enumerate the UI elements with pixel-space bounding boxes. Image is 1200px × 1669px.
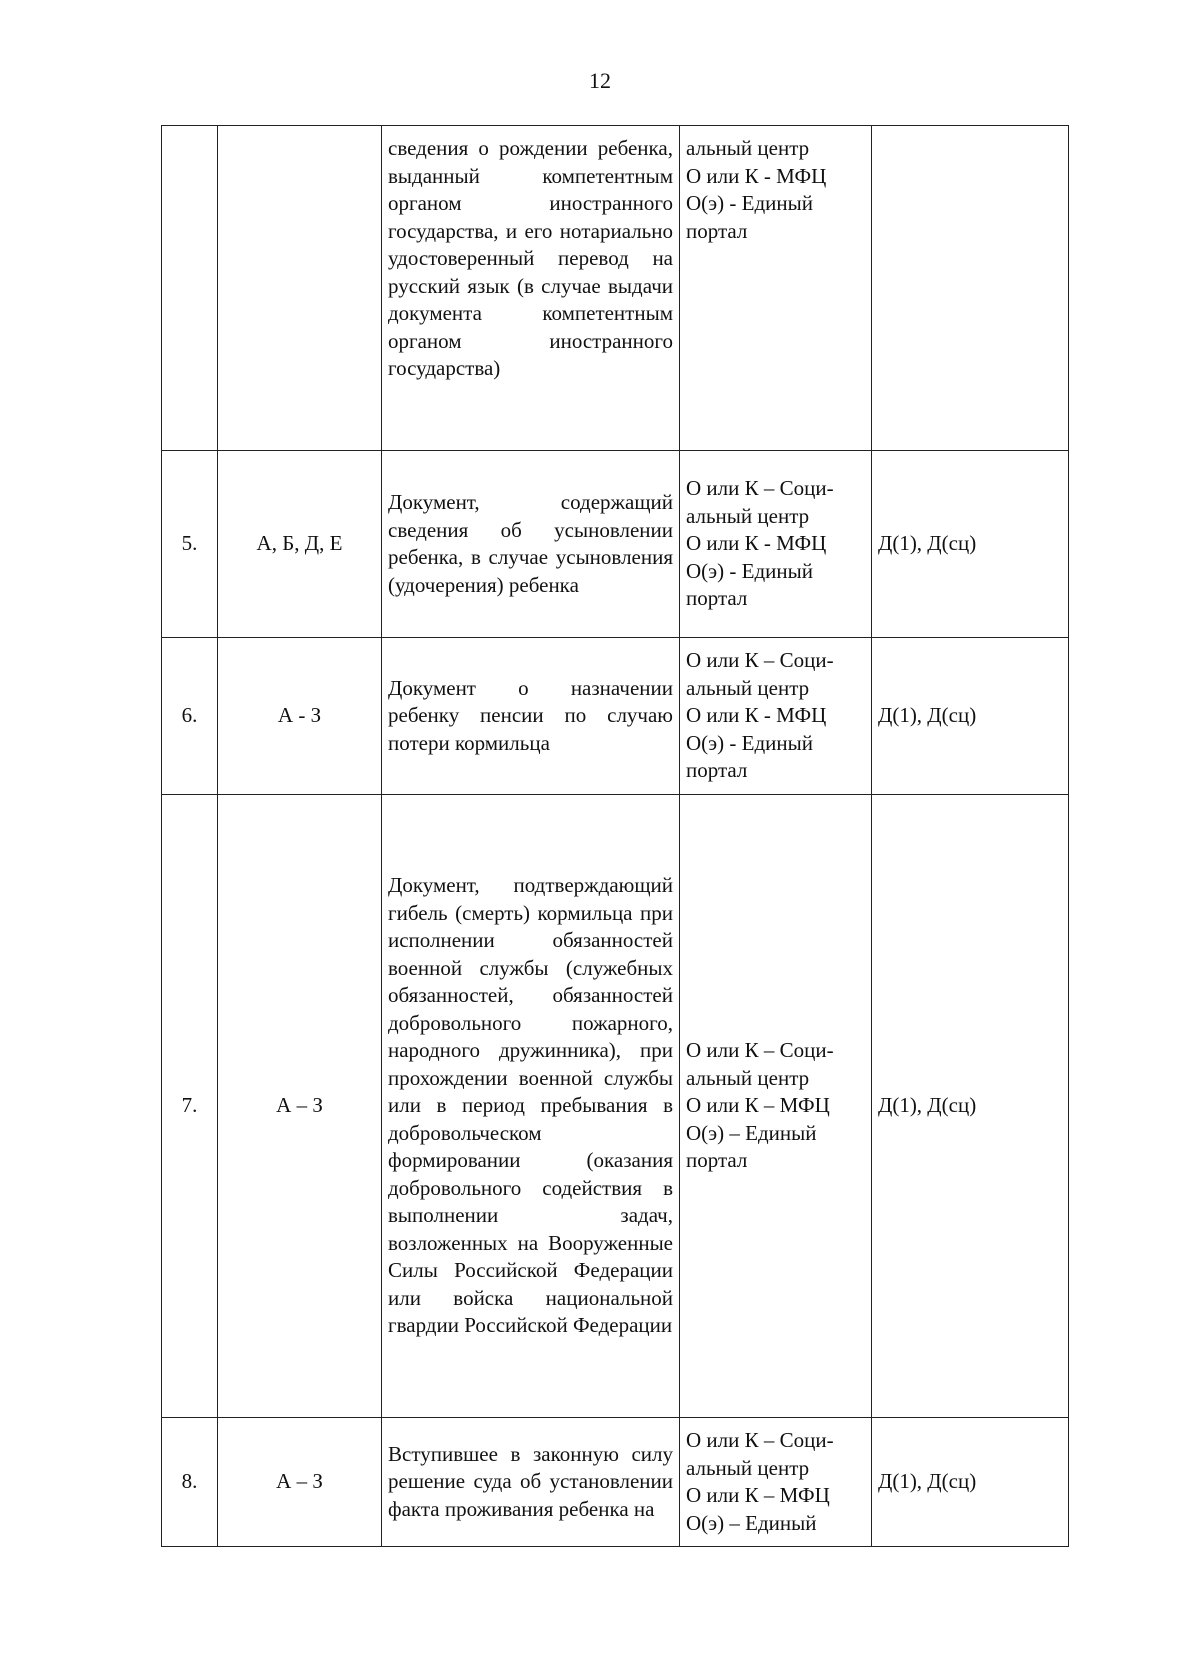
document-cell: Документ, подтверждающий гибель (смерть) кормильца при исполнении обязанностей военной службы (служебных обязанностей, обязанностей добровольного пожарного, народного дружинника), при прохождении военной службы или в период пребывания в добровольческом формировании (оказания добровольного содействия в выполнении задач, возложенных на Вооруженные Силы Российской Федерации или войска национальной гвардии Российской Федерации <box>382 795 680 1418</box>
source-line: О или К – Соци- <box>686 1038 834 1063</box>
row-number-cell <box>162 126 218 451</box>
source-line: альный центр <box>686 136 810 160</box>
row-number-cell: 7. <box>162 795 218 1418</box>
table-row <box>162 451 1069 638</box>
kind-cell: Д(1), Д(сц) <box>872 795 1069 1418</box>
document-cell: Вступившее в законную силу решение суда об установлении факта проживания ребенка на <box>382 1418 680 1547</box>
source-line: О(э) – Единый <box>686 1510 817 1535</box>
source-line: О(э) - Единый <box>686 558 813 583</box>
table-row <box>162 126 1069 451</box>
table-row <box>162 1418 1069 1547</box>
documents-table <box>161 125 1069 1547</box>
source-cell <box>680 1418 872 1547</box>
kind-cell: Д(1), Д(сц) <box>872 451 1069 638</box>
source-line: портал <box>686 1148 748 1173</box>
row-number-cell: 5. <box>162 451 218 638</box>
source-line: О или К – МФЦ <box>686 1483 830 1507</box>
row-number-cell: 8. <box>162 1418 218 1547</box>
kind-cell: Д(1), Д(сц) <box>872 638 1069 795</box>
table-row <box>162 638 1069 795</box>
kind-cell: Д(1), Д(сц) <box>872 1418 1069 1547</box>
row-number-cell: 6. <box>162 638 218 795</box>
source-line: альный центр <box>686 675 810 700</box>
categories-cell <box>218 126 382 451</box>
source-line: альный центр <box>686 503 810 528</box>
source-cell <box>680 795 872 1418</box>
source-line: О или К – Соци- <box>686 1428 834 1452</box>
source-cell <box>680 126 872 451</box>
categories-cell: А – З <box>218 795 382 1418</box>
source-line: О или К – Соци- <box>686 476 834 501</box>
source-line: альный центр <box>686 1455 810 1480</box>
source-line: портал <box>686 758 748 783</box>
source-line: О(э) - Единый <box>686 730 813 755</box>
source-line: О или К – МФЦ <box>686 1093 830 1118</box>
source-line: О(э) – Единый <box>686 1120 817 1145</box>
source-cell <box>680 638 872 795</box>
kind-cell <box>872 126 1069 451</box>
page-number: 12 <box>589 68 611 93</box>
source-line: портал <box>686 586 748 611</box>
categories-cell: А - З <box>218 638 382 795</box>
source-line: О или К – Соци- <box>686 648 834 673</box>
categories-cell: А – З <box>218 1418 382 1547</box>
source-line: О или К - МФЦ <box>686 703 827 728</box>
source-line: О или К - МФЦ <box>686 531 827 556</box>
source-line: портал <box>686 218 748 243</box>
document-cell: Документ о назначении ребенку пенсии по случаю потери кормильца <box>382 638 680 795</box>
source-cell <box>680 451 872 638</box>
categories-cell: А, Б, Д, Е <box>218 451 382 638</box>
document-cell: Документ, содержащий сведения об усыновлении ребенка, в случае усыновления (удочерения) ребенка <box>382 451 680 638</box>
document-cell: сведения о рождении ребенка, выданный компетентным органом иностранного государства, и его нотариально удостоверенный перевод на русский язык (в случае выдачи документа компетентным органом иностранного государства) <box>382 126 680 451</box>
table-row <box>162 795 1069 1418</box>
source-line: О(э) - Единый <box>686 191 813 215</box>
source-line: альный центр <box>686 1065 810 1090</box>
source-line: О или К - МФЦ <box>686 163 827 188</box>
